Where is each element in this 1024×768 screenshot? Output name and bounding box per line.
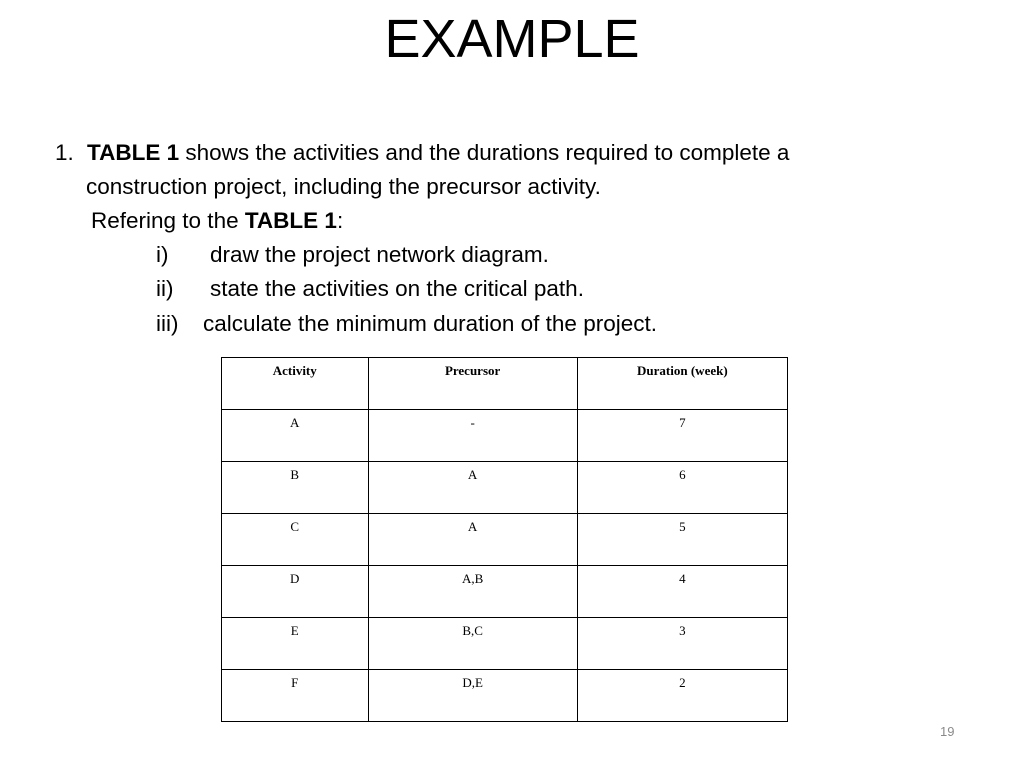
question-line-1-text: shows the activities and the durations required to complete a bbox=[179, 140, 790, 165]
header-activity: Activity bbox=[222, 358, 369, 410]
table-header-row bbox=[222, 358, 788, 410]
table-row bbox=[222, 462, 788, 514]
cell-activity: E bbox=[222, 618, 369, 670]
cell-duration: 6 bbox=[577, 462, 787, 514]
cell-duration: 7 bbox=[577, 410, 787, 462]
cell-precursor: B,C bbox=[368, 618, 577, 670]
part-i-text: draw the project network diagram. bbox=[210, 242, 549, 267]
cell-duration: 3 bbox=[577, 618, 787, 670]
header-duration: Duration (week) bbox=[577, 358, 787, 410]
question-number: 1. bbox=[55, 140, 74, 165]
table-row bbox=[222, 410, 788, 462]
cell-precursor: A,B bbox=[368, 566, 577, 618]
cell-precursor: A bbox=[368, 462, 577, 514]
part-i-label: i) bbox=[156, 242, 169, 267]
cell-precursor: - bbox=[368, 410, 577, 462]
part-ii bbox=[156, 272, 584, 306]
part-ii-label: ii) bbox=[156, 276, 174, 301]
cell-duration: 5 bbox=[577, 514, 787, 566]
question-line-2: construction project, including the precursor activity. bbox=[86, 174, 601, 199]
part-i bbox=[156, 238, 549, 272]
table-row bbox=[222, 514, 788, 566]
part-iii-text: calculate the minimum duration of the project. bbox=[203, 311, 657, 336]
refer-line bbox=[91, 204, 343, 238]
cell-activity: D bbox=[222, 566, 369, 618]
question-line-1 bbox=[55, 136, 789, 170]
refer-table-reference: TABLE 1 bbox=[244, 208, 337, 233]
cell-precursor: D,E bbox=[368, 670, 577, 722]
part-ii-text: state the activities on the critical path. bbox=[210, 276, 584, 301]
page-number: 19 bbox=[940, 724, 955, 739]
table-row bbox=[222, 670, 788, 722]
cell-activity: A bbox=[222, 410, 369, 462]
part-iii-label: iii) bbox=[156, 311, 179, 336]
slide-title: EXAMPLE bbox=[384, 9, 640, 69]
refer-prefix: Refering to the bbox=[91, 208, 245, 233]
cell-precursor: A bbox=[368, 514, 577, 566]
cell-duration: 4 bbox=[577, 566, 787, 618]
cell-activity: F bbox=[222, 670, 369, 722]
cell-duration: 2 bbox=[577, 670, 787, 722]
refer-suffix: : bbox=[336, 208, 344, 233]
table-reference: TABLE 1 bbox=[87, 140, 180, 165]
cell-activity: C bbox=[222, 514, 369, 566]
activity-table bbox=[221, 357, 788, 722]
table-row bbox=[222, 566, 788, 618]
header-precursor: Precursor bbox=[368, 358, 577, 410]
table-row bbox=[222, 618, 788, 670]
cell-activity: B bbox=[222, 462, 369, 514]
part-iii bbox=[156, 307, 657, 341]
